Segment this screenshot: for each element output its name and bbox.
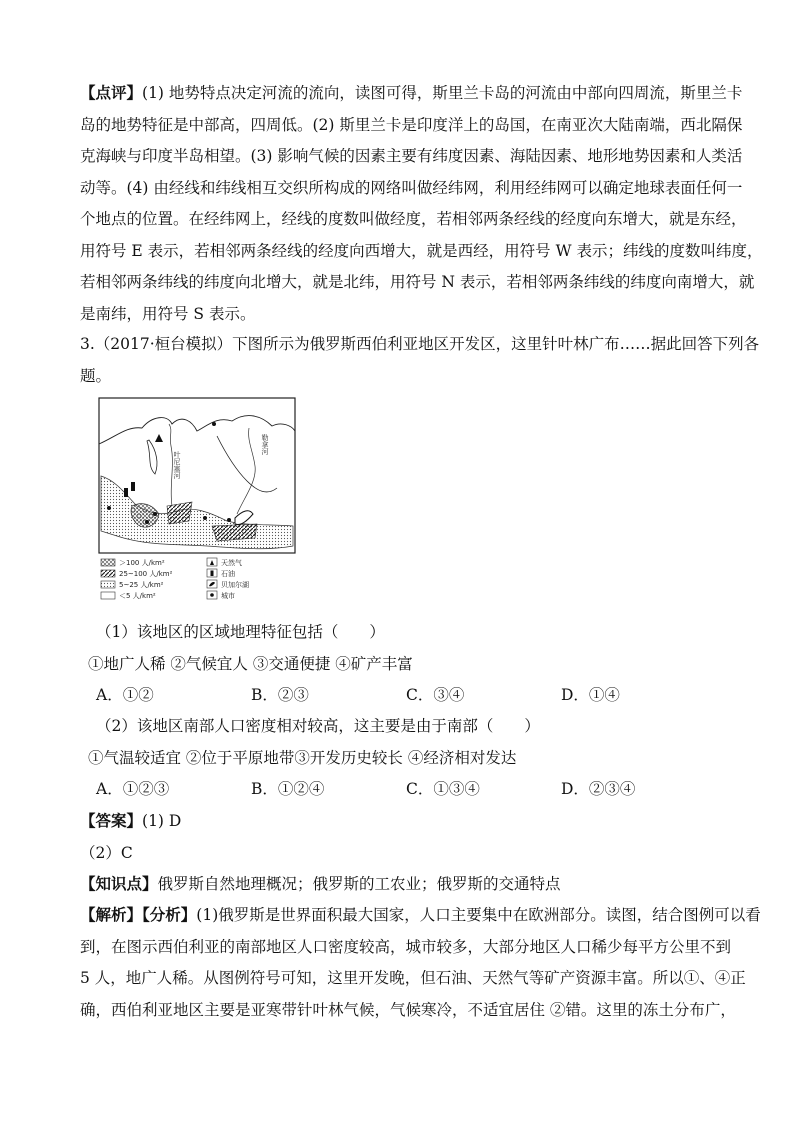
comment-block	[80, 77, 763, 330]
sub-question-2	[88, 711, 716, 806]
option-a[interactable]: A．①②	[96, 686, 154, 704]
legend-label-sparse: 5~25 人/km²	[119, 581, 164, 589]
comment-line-6: 用符号 E 表示，若相邻两条经线的经度向西增大，就是西经，用符号 W 表示；纬线的度数叫纬度，	[80, 241, 763, 260]
comment-line-1: 【点评】(1) 地势特点决定河流的流向，读图可得，斯里兰卡岛的河流由中部向四周流，斯里兰卡	[80, 83, 743, 102]
oil-icon-2	[124, 488, 128, 497]
legend-label-lake: 贝加尔湖	[221, 581, 249, 589]
analysis-line-4: 确，西伯利亚地区主要是亚寒带针叶林气候，气候寒冷，不适宜居住 ②错。这里的冻土分布广，	[80, 1000, 736, 1019]
comment-line-4: 动等。(4) 由经线和纬线相互交织所构成的网络叫做经纬网，利用经纬网可以确定地球表面任何一	[80, 178, 743, 197]
sub-question-2-stem: （2）该地区南部人口密度相对较高，这主要是由于南部（ ）	[96, 717, 540, 735]
knowledge-label: 【知识点】	[80, 874, 158, 893]
option-c[interactable]: C．③④	[406, 686, 465, 704]
city-icon-2	[107, 506, 111, 510]
answer-label: 【答案】	[80, 811, 143, 830]
siberia-map	[97, 396, 297, 608]
sub-question-1-options	[96, 680, 716, 712]
medium-population-area	[167, 502, 192, 524]
sub-question-2-options	[96, 774, 716, 806]
comment-label: 【点评】	[80, 83, 143, 102]
city-icon-6	[145, 520, 149, 524]
option-a[interactable]: A．①②③	[96, 780, 170, 798]
city-icon-5	[227, 518, 231, 522]
option-d[interactable]: D．①④	[561, 686, 620, 704]
comment-line-2: 岛的地势特征是中部高，四周低。(2) 斯里兰卡是印度洋上的岛国，在南亚次大陆南端，西北隔保	[80, 115, 743, 134]
city-icon	[212, 422, 216, 426]
option-b[interactable]: B．②③	[251, 686, 309, 704]
legend-label-gas: 天然气	[221, 559, 242, 567]
map-legend	[101, 558, 249, 600]
answer-line-2: （2）C	[80, 843, 133, 862]
city-icon-3	[153, 512, 157, 516]
option-b[interactable]: B．①②④	[251, 780, 325, 798]
comment-line-7: 若相邻两条纬线的纬度向北增大，就是北纬，用符号 N 表示，若相邻两条纬线的纬度向南增大，就	[80, 273, 755, 291]
question-3-line-2: 题。	[80, 366, 112, 385]
option-c[interactable]: C．①③④	[406, 780, 480, 798]
knowledge-line: 【知识点】俄罗斯自然地理概况；俄罗斯的工农业；俄罗斯的交通特点	[80, 874, 561, 893]
comment-line-5: 个地点的位置。在经纬网上，经线的度数叫做经度，若相邻两条经线的经度向东增大，就是东经，	[80, 210, 747, 228]
option-d[interactable]: D．②③④	[561, 780, 636, 798]
analysis-label: 【解析】	[80, 905, 143, 924]
legend-label-oil: 石油	[221, 570, 235, 578]
medium-population-area-east	[212, 524, 257, 541]
siberia-map-figure	[97, 396, 297, 608]
analysis-sublabel: 【分析】	[142, 905, 197, 924]
sub-question-1	[88, 617, 716, 712]
question-3-stem	[80, 329, 760, 392]
analysis-line-3: 5 人，地广人稀。从图例符号可知，这里开发晚，但石油、天然气等矿产资源丰富。所以①、④正	[80, 969, 746, 987]
legend-label-empty: ＜5 人/km²	[119, 592, 156, 600]
sub-question-1-items: ①地广人稀 ②气候宜人 ③交通便捷 ④矿产丰富	[88, 654, 413, 673]
legend-label-medium: 25~100 人/km²	[119, 570, 173, 578]
analysis-line-1: 【解析】【分析】(1)俄罗斯是世界面积最大国家，人口主要集中在欧洲部分。读图，结合图例可以看	[80, 905, 761, 924]
city-icon-4	[203, 516, 207, 520]
oil-icon	[131, 482, 135, 491]
analysis-line-2: 到，在图示西伯利亚的南部地区人口密度较高，城市较多，大部分地区人口稀少每平方公里不到	[80, 937, 732, 956]
comment-line-3: 克海峡与印度半岛相望。(3) 影响气候的因素主要有纬度因素、海陆因素、地形地势因素和人类活	[80, 147, 743, 165]
comment-line-8: 是南纬，用符号 S 表示。	[80, 304, 256, 323]
sub-question-2-items: ①气温较适宜 ②位于平原地带③开发历史较长 ④经济相对发达	[88, 748, 517, 767]
sub-question-1-stem: （1）该地区的区域地理特征包括（ ）	[96, 623, 385, 641]
legend-label-city: 城市	[221, 592, 235, 600]
river-label-lena: 勒拿河	[261, 434, 269, 455]
river-label-yenisei: 叶尼塞河	[173, 451, 181, 479]
legend-label-dense: ＞100 人/km²	[119, 559, 165, 567]
answer-line-1: 【答案】(1) D	[80, 811, 182, 830]
analysis-block	[80, 899, 761, 1026]
knowledge-block	[80, 868, 716, 901]
question-3-line-1: 3.（2017·桓台模拟）下图所示为俄罗斯西伯利亚地区开发区，这里针叶林广布……据此回答下列各	[80, 335, 760, 353]
answer-block	[80, 805, 716, 869]
